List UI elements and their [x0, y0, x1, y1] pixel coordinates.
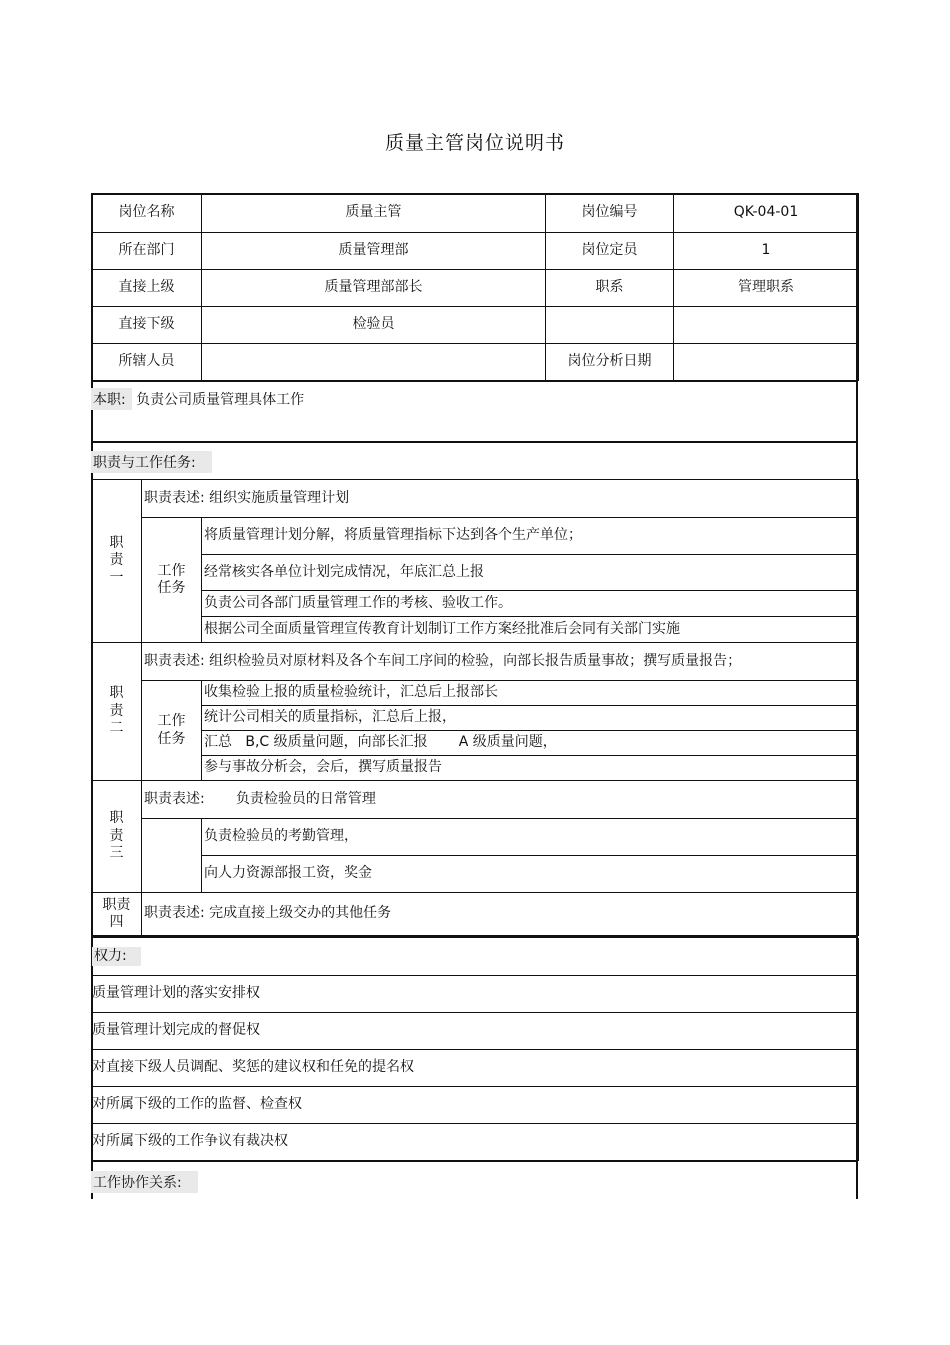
task-item: 收集检验上报的质量检验统计，汇总后上报部长: [202, 681, 859, 706]
authority-header-label: 权力:: [92, 947, 141, 967]
authority-header: [92, 938, 859, 975]
authority-item: 质量管理计划的落实安排权: [92, 975, 859, 1012]
duty-label-char: 责: [109, 552, 124, 569]
duty-statement: 职责表述: 完成直接上级交办的其他任务: [142, 893, 859, 936]
duty-statement: 职责表述: 组织检验员对原材料及各个车间工序间的检验，向部长报告质量事故；撰写质量报告；: [142, 643, 859, 681]
info-row: [92, 344, 859, 381]
duty-label: [92, 643, 142, 781]
task-item: 负责检验员的考勤管理，: [202, 819, 859, 856]
field-label: 直接下级: [92, 307, 202, 344]
responsibilities-header: [91, 451, 858, 473]
duty-label-char: 三: [109, 845, 124, 862]
authority-item: 对直接下级人员调配、奖惩的建议权和任免的提名权: [92, 1049, 859, 1086]
task-row: [92, 756, 859, 781]
cooperation-header: [91, 1171, 858, 1193]
task-label: [142, 681, 202, 781]
field-label: 职系: [546, 270, 674, 307]
duty-row: [92, 480, 859, 518]
section-divider: [91, 441, 858, 443]
task-row: [92, 681, 859, 706]
task-item: 向人力资源部报工资，奖金: [202, 856, 859, 893]
task-label-line: 工作: [157, 713, 186, 729]
duty-label: [92, 480, 142, 643]
task-item: 负责公司各部门质量管理工作的考核、验收工作。: [202, 591, 859, 617]
field-value: 质量管理部部长: [202, 270, 546, 307]
field-value: [674, 307, 859, 344]
duty-row: [92, 893, 859, 936]
duty-summary: [91, 388, 858, 410]
duty-label: [92, 893, 142, 936]
authority-row: [92, 1012, 859, 1049]
duty-row: [92, 643, 859, 681]
authority-header-row: [92, 938, 859, 975]
field-label: 直接上级: [92, 270, 202, 307]
task-item: 将质量管理计划分解，将质量管理指标下达到各个生产单位；: [202, 518, 859, 555]
authority-item: 对所属下级的工作的监督、检查权: [92, 1086, 859, 1123]
duty-label-line: 职责: [102, 896, 131, 913]
field-value: QK-04-01: [674, 194, 859, 233]
duty-label-char: 职: [109, 685, 124, 702]
basic-info-table: [91, 193, 859, 381]
duty-statement: 职责表述: 组织实施质量管理计划: [142, 480, 859, 518]
task-label-line: 任务: [157, 580, 186, 596]
info-row: [92, 233, 859, 270]
field-value: 1: [674, 233, 859, 270]
task-item: 汇总 B,C 级质量问题，向部长汇报 A 级质量问题，: [202, 731, 859, 756]
task-row: [92, 591, 859, 617]
document-title: 质量主管岗位说明书: [384, 132, 565, 154]
duty-label-line: 四: [109, 914, 124, 930]
authority-item: 对所属下级的工作争议有裁决权: [92, 1123, 859, 1160]
duty-summary-text: 负责公司质量管理具体工作: [136, 392, 305, 408]
field-value: 质量主管: [202, 194, 546, 233]
task-row: [92, 555, 859, 591]
duty-label-char: 职: [109, 534, 124, 551]
task-row: [92, 518, 859, 555]
task-row: [92, 819, 859, 856]
task-item: 根据公司全面质量管理宣传教育计划制订工作方案经批准后会同有关部门实施: [202, 617, 859, 643]
authority-item: 质量管理计划完成的督促权: [92, 1012, 859, 1049]
task-label: [142, 518, 202, 643]
duty-label-char: 责: [109, 827, 124, 844]
field-value: [202, 344, 546, 381]
task-row: [92, 856, 859, 893]
task-row: [92, 706, 859, 731]
field-value: 质量管理部: [202, 233, 546, 270]
responsibilities-header-label: 职责与工作任务:: [91, 451, 212, 473]
field-label: 岗位分析日期: [546, 344, 674, 381]
authority-row: [92, 1123, 859, 1160]
info-row: [92, 270, 859, 307]
task-item: 统计公司相关的质量指标，汇总后上报，: [202, 706, 859, 731]
field-label: [546, 307, 674, 344]
authority-row: [92, 1086, 859, 1123]
task-item: 经常核实各单位计划完成情况，年底汇总上报: [202, 555, 859, 591]
task-item: 参与事故分析会，会后，撰写质量报告: [202, 756, 859, 781]
duty-label-char: 一: [109, 569, 124, 586]
duty-label-char: 责: [109, 702, 124, 719]
task-label-empty: [142, 819, 202, 893]
duty-row: [92, 781, 859, 819]
task-label-line: 工作: [157, 562, 186, 579]
field-label: 岗位名称: [92, 194, 202, 233]
task-label-line: 任务: [157, 730, 186, 747]
field-value: 管理职系: [674, 270, 859, 307]
authority-table: [91, 938, 859, 1161]
info-row: [92, 194, 859, 233]
duty-summary-label: 本职:: [91, 388, 132, 410]
authority-row: [92, 975, 859, 1012]
task-row: [92, 731, 859, 756]
duty-label-char: 二: [109, 720, 124, 737]
duty-statement: 职责表述: 负责检验员的日常管理: [142, 781, 859, 819]
section-divider: [91, 1160, 858, 1162]
field-label: 所辖人员: [92, 344, 202, 381]
task-row: [92, 617, 859, 643]
field-label: 所在部门: [92, 233, 202, 270]
duty-label-char: 职: [109, 810, 124, 827]
field-value: 检验员: [202, 307, 546, 344]
info-row: [92, 307, 859, 344]
section-divider: [91, 380, 858, 382]
field-label: 岗位定员: [546, 233, 674, 270]
responsibilities-table: [91, 479, 859, 936]
field-value: [674, 344, 859, 381]
duty-label: [92, 781, 142, 893]
cooperation-header-label: 工作协作关系:: [91, 1171, 198, 1193]
field-label: 岗位编号: [546, 194, 674, 233]
authority-row: [92, 1049, 859, 1086]
